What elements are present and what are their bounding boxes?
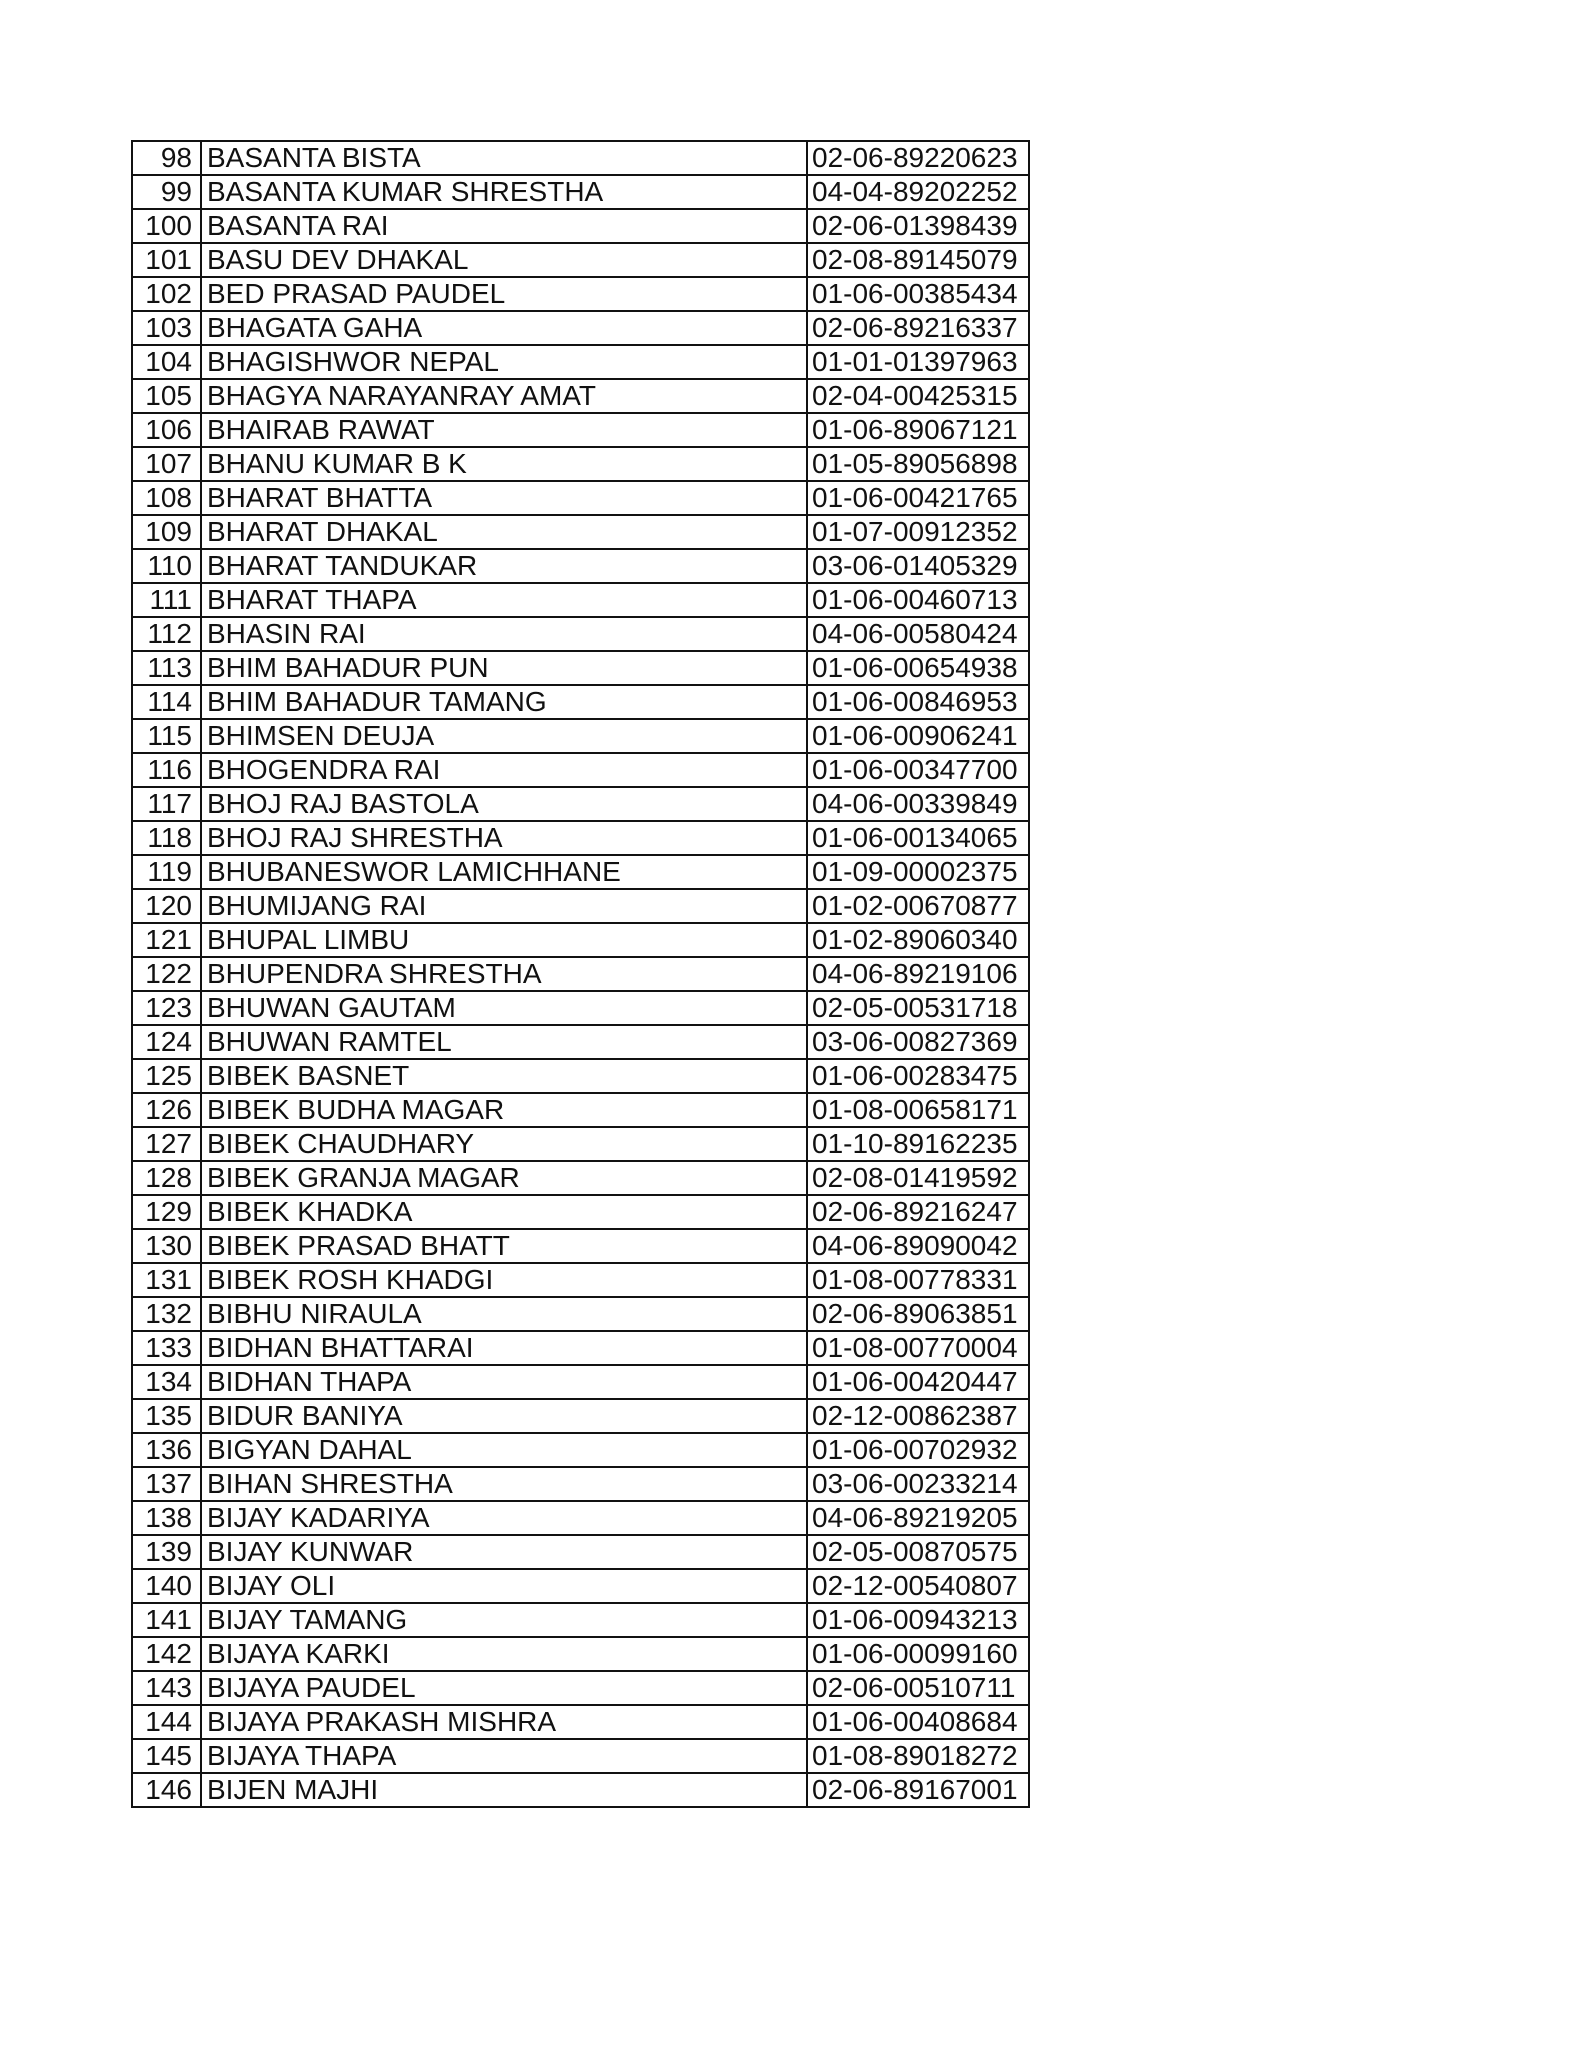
table-row xyxy=(132,1161,1029,1195)
name-cell: BIDUR BANIYA xyxy=(201,1399,807,1433)
id-code-cell: 01-08-00658171 xyxy=(807,1093,1029,1127)
serial-number-cell: 143 xyxy=(132,1671,201,1705)
id-code-cell: 04-06-00339849 xyxy=(807,787,1029,821)
id-code-cell: 02-08-89145079 xyxy=(807,243,1029,277)
name-cell: BHIM BAHADUR PUN xyxy=(201,651,807,685)
serial-number-cell: 115 xyxy=(132,719,201,753)
id-code-cell: 01-06-00846953 xyxy=(807,685,1029,719)
name-cell: BED PRASAD PAUDEL xyxy=(201,277,807,311)
name-cell: BIBEK KHADKA xyxy=(201,1195,807,1229)
serial-number-cell: 134 xyxy=(132,1365,201,1399)
name-cell: BIJAYA PRAKASH MISHRA xyxy=(201,1705,807,1739)
name-cell: BHARAT BHATTA xyxy=(201,481,807,515)
name-cell: BIGYAN DAHAL xyxy=(201,1433,807,1467)
name-cell: BIJAY TAMANG xyxy=(201,1603,807,1637)
serial-number-cell: 108 xyxy=(132,481,201,515)
table-row xyxy=(132,1365,1029,1399)
name-cell: BHAGYA NARAYANRAY AMAT xyxy=(201,379,807,413)
serial-number-cell: 127 xyxy=(132,1127,201,1161)
id-code-cell: 02-06-89063851 xyxy=(807,1297,1029,1331)
id-code-cell: 01-06-00654938 xyxy=(807,651,1029,685)
serial-number-cell: 112 xyxy=(132,617,201,651)
serial-number-cell: 124 xyxy=(132,1025,201,1059)
name-cell: BHUPENDRA SHRESTHA xyxy=(201,957,807,991)
id-code-cell: 01-06-00347700 xyxy=(807,753,1029,787)
table-row xyxy=(132,447,1029,481)
serial-number-cell: 118 xyxy=(132,821,201,855)
serial-number-cell: 125 xyxy=(132,1059,201,1093)
table-row xyxy=(132,1399,1029,1433)
serial-number-cell: 132 xyxy=(132,1297,201,1331)
serial-number-cell: 146 xyxy=(132,1773,201,1807)
name-cell: BIJAYA PAUDEL xyxy=(201,1671,807,1705)
id-code-cell: 02-05-00870575 xyxy=(807,1535,1029,1569)
serial-number-cell: 137 xyxy=(132,1467,201,1501)
table-row xyxy=(132,1331,1029,1365)
name-list-table xyxy=(131,140,1030,1808)
id-code-cell: 01-05-89056898 xyxy=(807,447,1029,481)
id-code-cell: 04-06-00580424 xyxy=(807,617,1029,651)
table-row xyxy=(132,1195,1029,1229)
name-cell: BIJAY KADARIYA xyxy=(201,1501,807,1535)
name-cell: BASANTA RAI xyxy=(201,209,807,243)
name-cell: BHIM BAHADUR TAMANG xyxy=(201,685,807,719)
id-code-cell: 01-01-01397963 xyxy=(807,345,1029,379)
name-cell: BHUWAN GAUTAM xyxy=(201,991,807,1025)
table-row xyxy=(132,1773,1029,1807)
serial-number-cell: 111 xyxy=(132,583,201,617)
serial-number-cell: 110 xyxy=(132,549,201,583)
id-code-cell: 04-04-89202252 xyxy=(807,175,1029,209)
serial-number-cell: 102 xyxy=(132,277,201,311)
name-cell: BIJEN MAJHI xyxy=(201,1773,807,1807)
name-cell: BIBEK GRANJA MAGAR xyxy=(201,1161,807,1195)
table-row xyxy=(132,1705,1029,1739)
id-code-cell: 01-06-00283475 xyxy=(807,1059,1029,1093)
id-code-cell: 02-06-01398439 xyxy=(807,209,1029,243)
table-row xyxy=(132,719,1029,753)
table-row xyxy=(132,209,1029,243)
id-code-cell: 04-06-89090042 xyxy=(807,1229,1029,1263)
id-code-cell: 01-09-00002375 xyxy=(807,855,1029,889)
table-row xyxy=(132,583,1029,617)
id-code-cell: 03-06-01405329 xyxy=(807,549,1029,583)
name-cell: BHARAT TANDUKAR xyxy=(201,549,807,583)
table-row xyxy=(132,141,1029,175)
name-cell: BHUMIJANG RAI xyxy=(201,889,807,923)
table-row xyxy=(132,923,1029,957)
name-cell: BIJAYA THAPA xyxy=(201,1739,807,1773)
id-code-cell: 01-10-89162235 xyxy=(807,1127,1029,1161)
name-cell: BIBEK BUDHA MAGAR xyxy=(201,1093,807,1127)
id-code-cell: 01-06-00460713 xyxy=(807,583,1029,617)
serial-number-cell: 142 xyxy=(132,1637,201,1671)
name-cell: BHUPAL LIMBU xyxy=(201,923,807,957)
serial-number-cell: 116 xyxy=(132,753,201,787)
table-row xyxy=(132,311,1029,345)
table-row xyxy=(132,685,1029,719)
id-code-cell: 01-06-00702932 xyxy=(807,1433,1029,1467)
table-row xyxy=(132,957,1029,991)
name-cell: BASU DEV DHAKAL xyxy=(201,243,807,277)
id-code-cell: 01-06-00421765 xyxy=(807,481,1029,515)
name-cell: BHASIN RAI xyxy=(201,617,807,651)
serial-number-cell: 135 xyxy=(132,1399,201,1433)
name-cell: BHAIRAB RAWAT xyxy=(201,413,807,447)
id-code-cell: 03-06-00827369 xyxy=(807,1025,1029,1059)
serial-number-cell: 139 xyxy=(132,1535,201,1569)
serial-number-cell: 107 xyxy=(132,447,201,481)
id-code-cell: 01-06-00943213 xyxy=(807,1603,1029,1637)
id-code-cell: 01-06-00385434 xyxy=(807,277,1029,311)
name-cell: BHUBANESWOR LAMICHHANE xyxy=(201,855,807,889)
name-cell: BHOGENDRA RAI xyxy=(201,753,807,787)
table-row xyxy=(132,855,1029,889)
table-row xyxy=(132,651,1029,685)
name-cell: BHUWAN RAMTEL xyxy=(201,1025,807,1059)
serial-number-cell: 133 xyxy=(132,1331,201,1365)
name-cell: BIBEK BASNET xyxy=(201,1059,807,1093)
serial-number-cell: 122 xyxy=(132,957,201,991)
id-code-cell: 02-08-01419592 xyxy=(807,1161,1029,1195)
serial-number-cell: 145 xyxy=(132,1739,201,1773)
id-code-cell: 01-08-00778331 xyxy=(807,1263,1029,1297)
table-row xyxy=(132,1025,1029,1059)
serial-number-cell: 98 xyxy=(132,141,201,175)
serial-number-cell: 101 xyxy=(132,243,201,277)
name-cell: BHOJ RAJ BASTOLA xyxy=(201,787,807,821)
table-row xyxy=(132,889,1029,923)
table-row xyxy=(132,1501,1029,1535)
table-row xyxy=(132,1739,1029,1773)
id-code-cell: 01-06-89067121 xyxy=(807,413,1029,447)
name-cell: BASANTA KUMAR SHRESTHA xyxy=(201,175,807,209)
serial-number-cell: 126 xyxy=(132,1093,201,1127)
table-row xyxy=(132,1127,1029,1161)
name-cell: BIJAY OLI xyxy=(201,1569,807,1603)
table-row xyxy=(132,379,1029,413)
table-row xyxy=(132,549,1029,583)
id-code-cell: 01-06-00420447 xyxy=(807,1365,1029,1399)
serial-number-cell: 117 xyxy=(132,787,201,821)
name-cell: BIDHAN BHATTARAI xyxy=(201,1331,807,1365)
table-row xyxy=(132,1637,1029,1671)
serial-number-cell: 141 xyxy=(132,1603,201,1637)
serial-number-cell: 106 xyxy=(132,413,201,447)
name-cell: BIJAYA KARKI xyxy=(201,1637,807,1671)
table-row xyxy=(132,1059,1029,1093)
name-cell: BHIMSEN DEUJA xyxy=(201,719,807,753)
serial-number-cell: 144 xyxy=(132,1705,201,1739)
name-cell: BHANU KUMAR B K xyxy=(201,447,807,481)
serial-number-cell: 129 xyxy=(132,1195,201,1229)
serial-number-cell: 119 xyxy=(132,855,201,889)
serial-number-cell: 109 xyxy=(132,515,201,549)
name-cell: BIBHU NIRAULA xyxy=(201,1297,807,1331)
serial-number-cell: 104 xyxy=(132,345,201,379)
id-code-cell: 01-06-00906241 xyxy=(807,719,1029,753)
id-code-cell: 01-02-89060340 xyxy=(807,923,1029,957)
id-code-cell: 01-02-00670877 xyxy=(807,889,1029,923)
serial-number-cell: 113 xyxy=(132,651,201,685)
id-code-cell: 04-06-89219205 xyxy=(807,1501,1029,1535)
id-code-cell: 02-06-00510711 xyxy=(807,1671,1029,1705)
name-cell: BHAGATA GAHA xyxy=(201,311,807,345)
id-code-cell: 02-06-89216337 xyxy=(807,311,1029,345)
table-row xyxy=(132,1535,1029,1569)
serial-number-cell: 99 xyxy=(132,175,201,209)
serial-number-cell: 105 xyxy=(132,379,201,413)
serial-number-cell: 128 xyxy=(132,1161,201,1195)
serial-number-cell: 131 xyxy=(132,1263,201,1297)
serial-number-cell: 114 xyxy=(132,685,201,719)
table-row xyxy=(132,1263,1029,1297)
table-row xyxy=(132,481,1029,515)
name-cell: BHAGISHWOR NEPAL xyxy=(201,345,807,379)
table-row xyxy=(132,1229,1029,1263)
table-row xyxy=(132,1297,1029,1331)
id-code-cell: 01-06-00408684 xyxy=(807,1705,1029,1739)
id-code-cell: 04-06-89219106 xyxy=(807,957,1029,991)
serial-number-cell: 138 xyxy=(132,1501,201,1535)
table-row xyxy=(132,413,1029,447)
table-row xyxy=(132,515,1029,549)
table-row xyxy=(132,1467,1029,1501)
name-cell: BIBEK CHAUDHARY xyxy=(201,1127,807,1161)
name-list-body xyxy=(132,141,1029,1807)
name-cell: BIBEK PRASAD BHATT xyxy=(201,1229,807,1263)
name-cell: BIJAY KUNWAR xyxy=(201,1535,807,1569)
id-code-cell: 02-05-00531718 xyxy=(807,991,1029,1025)
id-code-cell: 02-06-89167001 xyxy=(807,1773,1029,1807)
name-cell: BHARAT THAPA xyxy=(201,583,807,617)
table-row xyxy=(132,821,1029,855)
table-row xyxy=(132,1433,1029,1467)
id-code-cell: 02-06-89220623 xyxy=(807,141,1029,175)
table-row xyxy=(132,1093,1029,1127)
id-code-cell: 01-08-00770004 xyxy=(807,1331,1029,1365)
id-code-cell: 02-12-00540807 xyxy=(807,1569,1029,1603)
table-row xyxy=(132,1603,1029,1637)
table-row xyxy=(132,175,1029,209)
table-row xyxy=(132,787,1029,821)
serial-number-cell: 100 xyxy=(132,209,201,243)
id-code-cell: 02-06-89216247 xyxy=(807,1195,1029,1229)
table-row xyxy=(132,1569,1029,1603)
id-code-cell: 02-12-00862387 xyxy=(807,1399,1029,1433)
serial-number-cell: 123 xyxy=(132,991,201,1025)
name-cell: BIDHAN THAPA xyxy=(201,1365,807,1399)
table-row xyxy=(132,617,1029,651)
table-row xyxy=(132,345,1029,379)
table-row xyxy=(132,753,1029,787)
serial-number-cell: 121 xyxy=(132,923,201,957)
name-cell: BIBEK ROSH KHADGI xyxy=(201,1263,807,1297)
id-code-cell: 01-06-00099160 xyxy=(807,1637,1029,1671)
table-row xyxy=(132,243,1029,277)
table-row xyxy=(132,991,1029,1025)
serial-number-cell: 120 xyxy=(132,889,201,923)
id-code-cell: 01-08-89018272 xyxy=(807,1739,1029,1773)
name-cell: BHOJ RAJ SHRESTHA xyxy=(201,821,807,855)
id-code-cell: 03-06-00233214 xyxy=(807,1467,1029,1501)
serial-number-cell: 103 xyxy=(132,311,201,345)
table-row xyxy=(132,1671,1029,1705)
serial-number-cell: 140 xyxy=(132,1569,201,1603)
name-cell: BHARAT DHAKAL xyxy=(201,515,807,549)
id-code-cell: 01-06-00134065 xyxy=(807,821,1029,855)
name-cell: BASANTA BISTA xyxy=(201,141,807,175)
name-cell: BIHAN SHRESTHA xyxy=(201,1467,807,1501)
table-row xyxy=(132,277,1029,311)
serial-number-cell: 130 xyxy=(132,1229,201,1263)
id-code-cell: 02-04-00425315 xyxy=(807,379,1029,413)
serial-number-cell: 136 xyxy=(132,1433,201,1467)
id-code-cell: 01-07-00912352 xyxy=(807,515,1029,549)
